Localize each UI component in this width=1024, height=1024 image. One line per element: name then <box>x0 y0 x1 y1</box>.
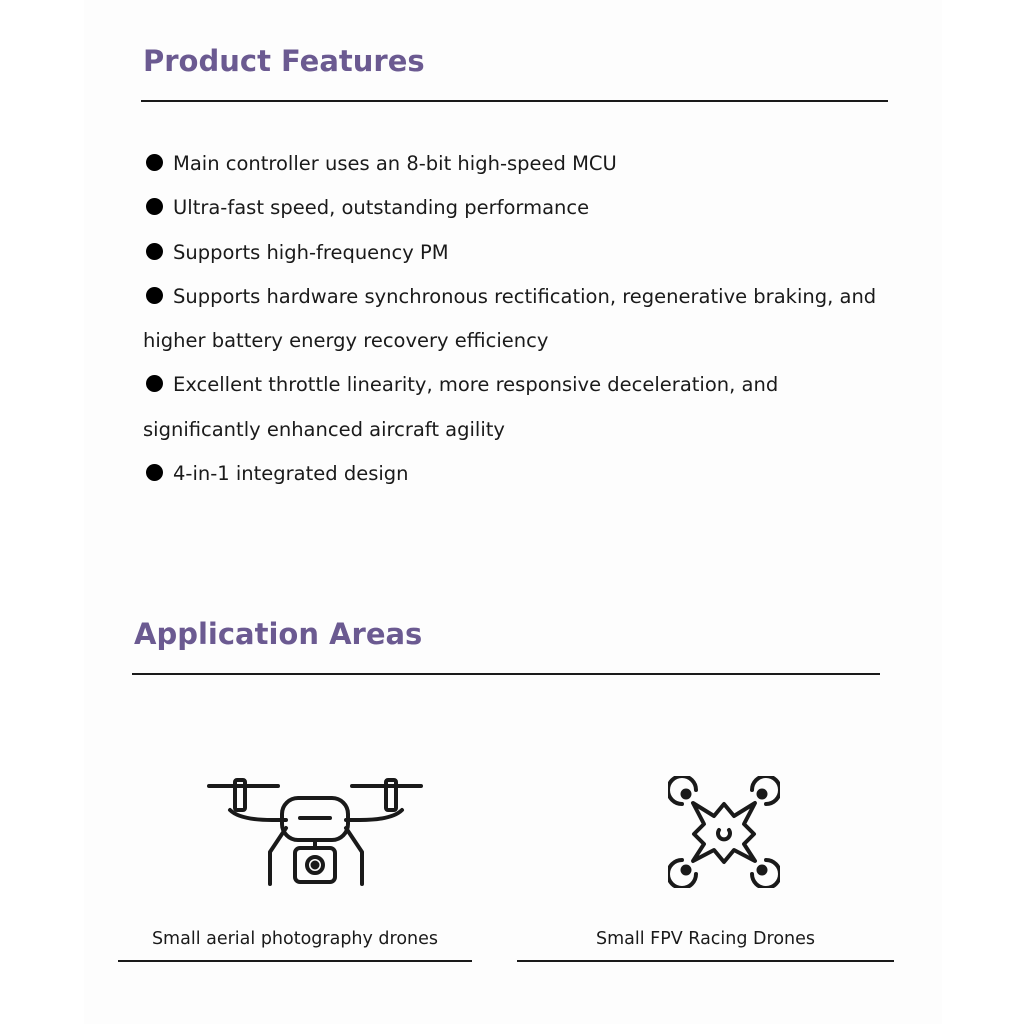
application-label: Small FPV Racing Drones <box>595 929 816 949</box>
application-underline <box>517 960 894 962</box>
bullet-icon <box>146 243 163 260</box>
feature-text: Ultra-fast speed, outstanding performance <box>173 196 590 220</box>
feature-text: Main controller uses an 8-bit high-speed MCU <box>173 152 617 175</box>
application-label: Small aerial photography drones <box>151 929 439 949</box>
feature-list <box>143 142 883 496</box>
bullet-icon <box>146 375 163 392</box>
features-divider <box>141 100 888 102</box>
product-features-heading: Product Features <box>143 44 425 78</box>
application-card-fpv <box>517 740 894 970</box>
application-areas-heading: Application Areas <box>134 617 423 651</box>
camera-drone-icon <box>206 776 426 886</box>
feature-text: Excellent throttle linearity, more responsive deceleration, and significantly enhanced aircraft agility <box>143 373 779 441</box>
bullet-icon <box>146 464 163 481</box>
feature-item <box>143 231 883 275</box>
feature-item <box>143 275 883 364</box>
feature-item <box>143 142 883 186</box>
quadcopter-icon <box>668 776 780 888</box>
applications-divider <box>132 673 880 675</box>
bullet-icon <box>146 198 163 215</box>
feature-text: 4-in-1 integrated design <box>173 462 409 486</box>
application-underline <box>118 960 472 962</box>
feature-item <box>143 186 883 230</box>
feature-text: Supports hardware synchronous rectification, regenerative braking, and higher battery energy recovery efficiency <box>143 284 877 353</box>
bullet-icon <box>146 287 163 304</box>
feature-text: Supports high-frequency PM <box>173 240 449 264</box>
application-card-aerial <box>118 740 472 970</box>
feature-item <box>143 363 883 452</box>
feature-item <box>143 452 883 496</box>
bullet-icon <box>146 154 163 171</box>
